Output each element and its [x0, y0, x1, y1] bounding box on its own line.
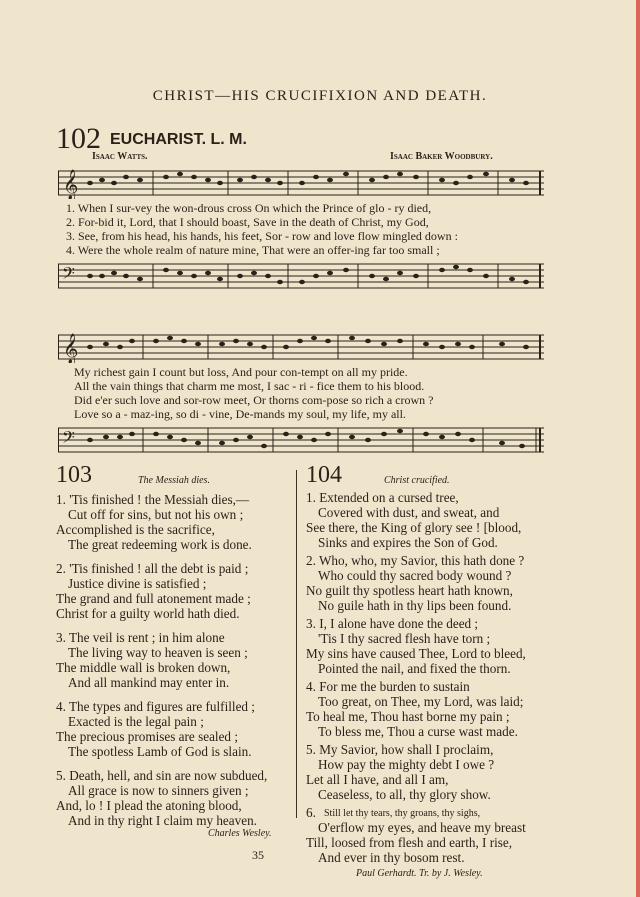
hymn-104-line: Pointed the nail, and fixed the thorn. — [318, 661, 511, 676]
system-2-bass-staff — [58, 422, 544, 458]
hymn-104-line: How pay the mighty debt I owe ? — [318, 757, 495, 772]
hymn-104-title: Christ crucified. — [384, 475, 450, 486]
system-1-treble-staff — [58, 163, 544, 199]
hymn-104-line: No guilt thy spotless heart hath known, — [306, 583, 513, 598]
hymn-103-line: And in thy right I claim my heaven. — [68, 813, 257, 828]
hymn-103-line: 3. The veil is rent ; in him alone — [56, 630, 225, 645]
system-1-bass-staff — [58, 258, 544, 294]
hymn-102-s1-verse-1: 1. When I sur-vey the won-drous cross On which the Prince of glo - ry died, — [66, 201, 432, 215]
hymn-103-line: 2. 'Tis finished ! all the debt is paid ; — [56, 561, 249, 576]
hymn-102-s1-verse-4: 4. Were the whole realm of nature mine, That were an offer-ing far too small ; — [66, 243, 440, 257]
svg-text:𝄞: 𝄞 — [63, 334, 79, 363]
hymn-103-line: The great redeeming work is done. — [68, 537, 252, 552]
hymn-103-line: The middle wall is broken down, — [56, 660, 231, 675]
hymn-102-s2-verse-4: Love so a - maz-ing, so di - vine, De-mands my soul, my life, my all. — [74, 407, 406, 421]
hymn-104-line: Too great, on Thee, my Lord, was laid; — [318, 694, 524, 709]
hymn-103-line: The living way to heaven is seen ; — [68, 645, 248, 660]
hymn-103-line: Justice divine is satisfied ; — [68, 576, 207, 591]
hymn-104-line: To heal me, Thou hast borne my pain ; — [306, 709, 510, 724]
hymn-104-line: No guile hath in thy lips been found. — [318, 598, 512, 613]
hymn-104-line: O'erflow my eyes, and heave my breast — [318, 820, 526, 835]
hymn-104-line: Ceaseless, to all, thy glory show. — [318, 787, 491, 802]
svg-text:𝄢: 𝄢 — [62, 429, 75, 451]
hymn-103-line: Cut off for sins, but not his own ; — [68, 507, 244, 522]
hymn-103-number: 103 — [56, 462, 92, 488]
hymn-103-line: Accomplished is the sacrifice, — [56, 522, 215, 537]
svg-text:𝄢: 𝄢 — [62, 265, 75, 287]
hymn-103-line: 5. Death, hell, and sin are now subdued, — [56, 768, 268, 783]
hymn-102-s2-verse-1: My richest gain I count but loss, And pour con-tempt on all my pride. — [74, 365, 408, 379]
hymn-104-line: And ever in thy bosom rest. — [318, 850, 465, 865]
hymn-104-line: Let all I have, and all I am, — [306, 772, 449, 787]
hymn-104-line: Till, loosed from flesh and earth, I rise, — [306, 835, 513, 850]
hymn-103-line: The spotless Lamb of God is slain. — [68, 744, 252, 759]
page-header: CHRIST—HIS CRUCIFIXION AND DEATH. — [152, 88, 488, 104]
hymn-102-tune: EUCHARIST. L. M. — [110, 131, 247, 148]
hymn-102-number: 102 — [56, 122, 101, 155]
hymn-104-verse-6-number: 6. — [306, 805, 316, 820]
page-number: 35 — [252, 848, 264, 862]
hymn-102-s1-verse-2: 2. For-bid it, Lord, that I should boast, Save in the death of Christ, my God, — [66, 215, 429, 229]
hymn-104-line: Sinks and expires the Son of God. — [318, 535, 498, 550]
hymn-102-lyricist: Isaac Watts. — [92, 151, 148, 162]
hymn-103-attribution: Charles Wesley. — [208, 828, 272, 839]
hymn-103-line: Christ for a guilty world hath died. — [56, 606, 240, 621]
hymn-102-s2-verse-3: Did e'er such love and sor-row meet, Or thorns com-pose so rich a crown ? — [74, 393, 434, 407]
hymn-103-line: 4. The types and figures are fulfilled ; — [56, 699, 255, 714]
hymn-104-line: 2. Who, who, my Savior, this hath done ? — [306, 553, 525, 568]
hymn-103-line: The grand and full atonement made ; — [56, 591, 251, 606]
hymn-104-number: 104 — [306, 462, 342, 488]
system-2-treble-staff — [58, 327, 544, 363]
hymn-104-line: 1. Extended on a cursed tree, — [306, 490, 459, 505]
hymn-103-title: The Messiah dies. — [138, 475, 210, 486]
hymn-103-line: And all mankind may enter in. — [68, 675, 230, 690]
hymn-104-attribution: Paul Gerhardt. Tr. by J. Wesley. — [356, 868, 483, 879]
hymn-104-line: See there, the King of glory see ! [blood, — [306, 520, 522, 535]
hymn-104-line: Covered with dust, and sweat, and — [318, 505, 500, 520]
hymn-103-line: All grace is now to sinners given ; — [68, 783, 249, 798]
hymn-102-s2-verse-2: All the vain things that charm me most, I sac - ri - fice them to his blood. — [74, 379, 425, 393]
hymn-104-line: My sins have caused Thee, Lord to bleed, — [306, 646, 526, 661]
hymn-103-line: 1. 'Tis finished ! the Messiah dies,— — [56, 492, 250, 507]
hymn-104-line: Still let thy tears, thy groans, thy sighs, — [324, 808, 481, 819]
column-divider — [296, 470, 297, 818]
hymn-104-line: 'Tis I thy sacred flesh have torn ; — [318, 631, 491, 646]
hymn-104-line: 5. My Savior, how shall I proclaim, — [306, 742, 494, 757]
hymn-104-line: To bless me, Thou a curse wast made. — [318, 724, 518, 739]
hymn-102-composer: Isaac Baker Woodbury. — [390, 151, 493, 162]
svg-text:𝄞: 𝄞 — [63, 170, 79, 199]
hymn-103-line: The precious promises are sealed ; — [56, 729, 238, 744]
hymn-102-s1-verse-3: 3. See, from his head, his hands, his feet, Sor - row and love flow mingled down : — [66, 229, 458, 243]
hymn-103-line: And, lo ! I plead the atoning blood, — [56, 798, 242, 813]
hymn-104-line: 4. For me the burden to sustain — [306, 679, 470, 694]
hymn-104-line: 3. I, I alone have done the deed ; — [306, 616, 479, 631]
page-edge — [636, 0, 640, 897]
hymn-103-line: Exacted is the legal pain ; — [68, 714, 204, 729]
hymn-104-line: Who could thy sacred body wound ? — [318, 568, 512, 583]
